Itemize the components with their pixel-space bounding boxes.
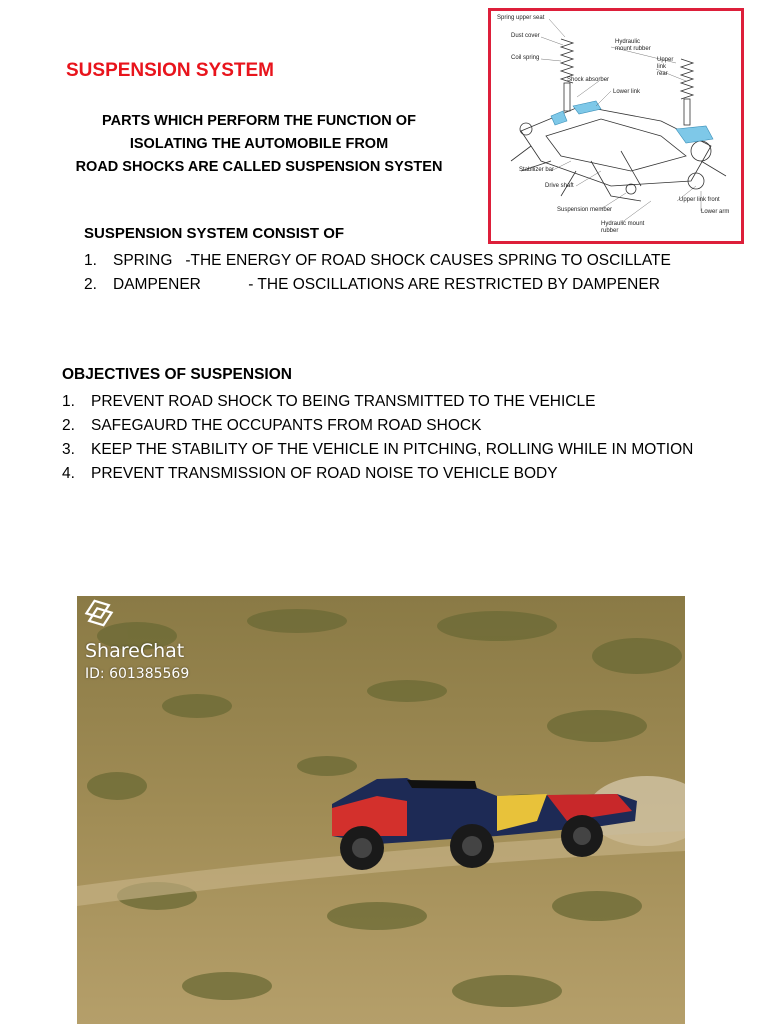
label-upper-link-rear: Upper link rear — [657, 57, 674, 77]
intro-line: PARTS WHICH PERFORM THE FUNCTION OF — [102, 113, 416, 129]
list-item — [62, 438, 693, 462]
list-number: 1. — [84, 252, 97, 269]
list-text: PREVENT ROAD SHOCK TO BEING TRANSMITTED TO THE VEHICLE — [91, 393, 596, 410]
label-suspension-member: Suspension member — [557, 207, 613, 213]
sharechat-id: ID: 601385569 — [85, 666, 190, 682]
label-spring-upper-seat: Spring upper seat — [497, 15, 545, 21]
intro-definition — [60, 110, 458, 179]
list-text: SPRING -THE ENERGY OF ROAD SHOCK CAUSES SPRING TO OSCILLATE — [113, 252, 671, 269]
label-upper-link-front: Upper link front — [679, 197, 720, 203]
list-text: SAFEGAURD THE OCCUPANTS FROM ROAD SHOCK — [91, 417, 482, 434]
label-hydraulic-mount-rubber-bottom: Hydraulic mount rubber — [601, 221, 645, 234]
intro-line: ROAD SHOCKS ARE CALLED SUSPENSION SYSTEN — [75, 159, 443, 175]
list-number: 1. — [62, 393, 75, 410]
sharechat-brand: ShareChat — [85, 640, 185, 662]
objectives-list — [62, 390, 693, 486]
list-number: 4. — [62, 465, 75, 482]
list-item — [84, 249, 671, 273]
sharechat-logo-icon — [77, 596, 121, 630]
list-number: 2. — [62, 417, 75, 434]
offroad-truck-photo — [77, 596, 685, 1024]
list-text: DAMPENER - THE OSCILLATIONS ARE RESTRICTED BY DAMPENER — [113, 276, 660, 293]
label-drive-shaft: Drive shaft — [545, 183, 574, 189]
list-item — [84, 273, 671, 297]
label-lower-arm: Lower arm — [701, 209, 730, 215]
list-number: 3. — [62, 441, 75, 458]
slide-title: SUSPENSION SYSTEM — [66, 60, 274, 81]
suspension-diagram — [488, 8, 744, 244]
label-stabilizer-bar: Stabilizer bar — [519, 167, 555, 173]
label-coil-spring: Coil spring — [511, 55, 540, 61]
list-number: 2. — [84, 276, 97, 293]
consist-list — [84, 249, 671, 297]
objectives-heading: OBJECTIVES OF SUSPENSION — [62, 366, 292, 383]
list-item — [62, 462, 693, 486]
list-item — [62, 414, 693, 438]
label-lower-link: Lower link — [613, 89, 641, 95]
label-shock-absorber: Shock absorber — [567, 77, 610, 83]
list-item — [62, 390, 693, 414]
label-hydraulic-mount-rubber-top: Hydraulic mount rubber — [615, 39, 651, 52]
list-text: PREVENT TRANSMISSION OF ROAD NOISE TO VEHICLE BODY — [91, 465, 558, 482]
intro-line: ISOLATING THE AUTOMOBILE FROM — [129, 136, 389, 152]
list-text: KEEP THE STABILITY OF THE VEHICLE IN PITCHING, ROLLING WHILE IN MOTION — [91, 441, 694, 458]
label-dust-cover: Dust cover — [511, 33, 540, 39]
consist-heading: SUSPENSION SYSTEM CONSIST OF — [84, 225, 345, 242]
